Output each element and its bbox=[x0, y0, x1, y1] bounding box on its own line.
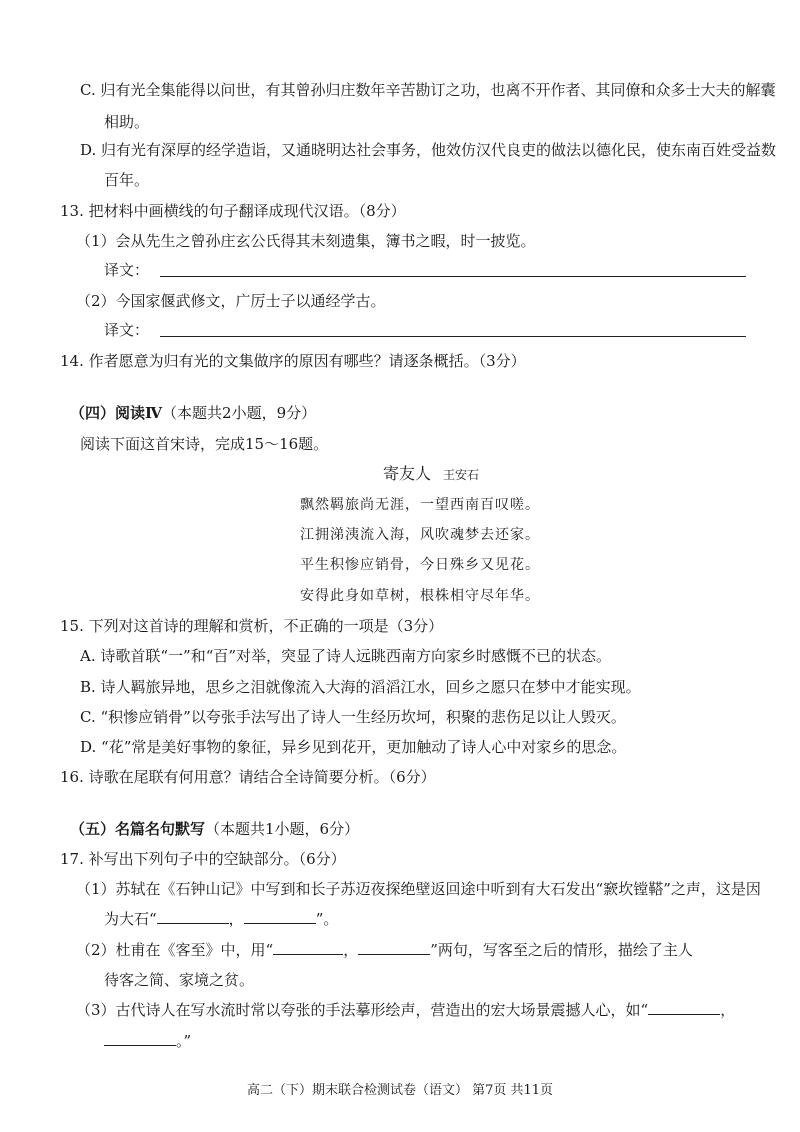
translation-label-2: 译文： bbox=[104, 321, 150, 339]
option-d-line1 bbox=[80, 140, 776, 160]
section-title: （四）阅读Ⅳ bbox=[70, 404, 163, 422]
option-d-line2: 百年。 bbox=[104, 171, 150, 189]
q13-sentence-2: （2）今国家偃武修文，广厉士子以通经学古。 bbox=[76, 292, 386, 310]
answer-blank[interactable] bbox=[104, 1031, 176, 1046]
q13-sentence-1: （1）会从先生之曾孙庄玄公氏得其未刻遗集，簿书之暇，时一披览。 bbox=[76, 232, 536, 250]
q15-stem: 15. 下列对这首诗的理解和赏析，不正确的一项是（3分） bbox=[60, 617, 444, 635]
q13-stem: 13. 把材料中画横线的句子翻译成现代汉语。（8分） bbox=[60, 202, 406, 220]
poem-author: 王安石 bbox=[443, 468, 480, 482]
poem-line: 江拥涕洟流入海，风吹魂梦去还家。 bbox=[300, 527, 540, 543]
text: （3）古代诗人在写水流时常以夸张的手法摹形绘声，营造出的宏大场景震撼人心，如“ bbox=[76, 1001, 649, 1019]
q17-stem: 17. 补写出下列句子中的空缺部分。（6分） bbox=[60, 850, 346, 868]
page-footer: 高二（下）期末联合检测试卷（语文） 第7页 共11页 bbox=[246, 1083, 554, 1098]
q15-option-a: A. 诗歌首联“一”和“百”对举，突显了诗人远眺西南方向家乡时感慨不已的状态。 bbox=[80, 647, 612, 665]
answer-blank[interactable] bbox=[648, 1000, 720, 1015]
option-label: C. bbox=[80, 81, 96, 99]
text: ， bbox=[343, 941, 359, 959]
translation-label-1: 译文： bbox=[104, 261, 150, 279]
q14-stem: 14. 作者愿意为归有光的文集做序的原因有哪些？请逐条概括。（3分） bbox=[60, 352, 526, 370]
section-title: （五）名篇名句默写 bbox=[70, 820, 206, 838]
poem-line: 平生积惨应销骨，今日殊乡又见花。 bbox=[300, 557, 540, 573]
answer-blank[interactable] bbox=[358, 940, 430, 955]
q17-item3-line2 bbox=[104, 1031, 191, 1051]
translation-answer-line-2[interactable] bbox=[160, 336, 746, 337]
section4-intro: 阅读下面这首宋诗，完成15～16题。 bbox=[80, 435, 329, 453]
option-c-line1 bbox=[80, 80, 776, 100]
text: ”两句，写客至之后的情形，描绘了主人 bbox=[430, 941, 693, 959]
translation-answer-line-1[interactable] bbox=[160, 276, 746, 277]
q15-option-b: B. 诗人羁旅异地，思乡之泪就像流入大海的滔滔江水，回乡之愿只在梦中才能实现。 bbox=[80, 678, 641, 696]
q17-item1-line2 bbox=[104, 909, 338, 929]
section4-heading bbox=[70, 403, 316, 423]
text: 。” bbox=[176, 1032, 192, 1050]
section-note: （本题共1小题，6分） bbox=[205, 820, 360, 838]
poem-line: 安得此身如草树，根株相守尽年华。 bbox=[300, 588, 540, 604]
section-note: （本题共2小题，9分） bbox=[162, 404, 317, 422]
option-c-line2: 相助。 bbox=[104, 113, 150, 131]
poem-title-line bbox=[383, 464, 479, 485]
text: （2）杜甫在《客至》中，用“ bbox=[76, 941, 274, 959]
answer-blank[interactable] bbox=[157, 909, 229, 924]
q15-option-c: C. “积惨应销骨”以夸张手法写出了诗人一生经历坎坷，积聚的悲伤足以让人毁灭。 bbox=[80, 708, 626, 726]
q17-item2-line2: 待客之简、家境之贫。 bbox=[104, 971, 255, 989]
q17-item3-line1 bbox=[76, 1000, 735, 1020]
section5-heading bbox=[70, 819, 359, 839]
text: ”。 bbox=[315, 910, 339, 928]
text: ， bbox=[720, 1001, 736, 1019]
poem-title: 寄友人 bbox=[383, 464, 432, 483]
text: 为大石“ bbox=[104, 910, 157, 928]
answer-blank[interactable] bbox=[244, 909, 316, 924]
q15-option-d: D. “花”常是美好事物的象征，异乡见到花开，更加触动了诗人心中对家乡的思念。 bbox=[80, 738, 627, 756]
text: ， bbox=[228, 910, 244, 928]
option-label: D. bbox=[80, 141, 97, 159]
option-text: 归有光全集能得以问世，有其曾孙归庄数年辛苦勘订之功，也离不开作者、其同僚和众多士大夫的解囊 bbox=[100, 81, 776, 99]
poem-line: 飘然羁旅尚无涯，一望西南百叹嗟。 bbox=[300, 497, 540, 513]
q17-item1-line1: （1）苏轼在《石钟山记》中写到和长子苏迈夜探绝壁返回途中听到有大石发出“窾坎镗鞳”之声，这是因 bbox=[76, 880, 761, 898]
option-text: 归有光有深厚的经学造诣，又通晓明达社会事务，他效仿汉代良吏的做法以德化民，使东南百姓受益数 bbox=[101, 141, 777, 159]
answer-blank[interactable] bbox=[273, 940, 343, 955]
q16-stem: 16. 诗歌在尾联有何用意？请结合全诗简要分析。（6分） bbox=[60, 768, 436, 786]
q17-item2-line1 bbox=[76, 940, 693, 960]
